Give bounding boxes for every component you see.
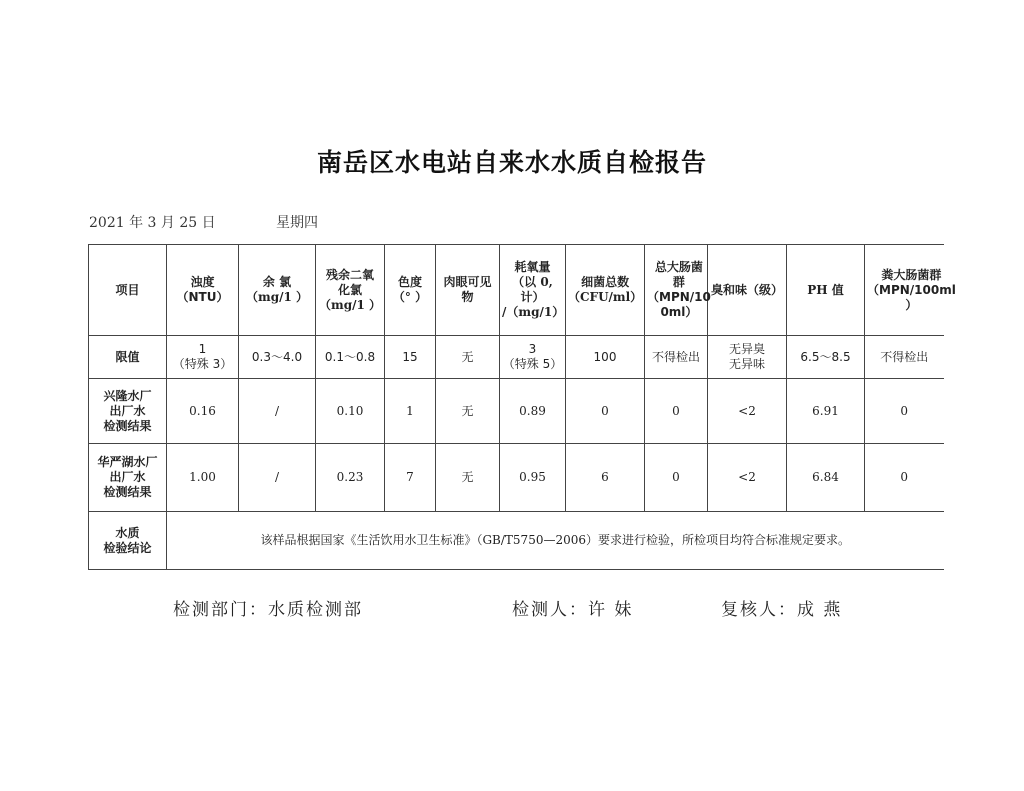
limit-cell: 3 （特殊 5） [500, 336, 566, 379]
report-title: 南岳区水电站自来水水质自检报告 [316, 148, 707, 177]
limit-cell: 无 [436, 336, 500, 379]
header-cell: 臭和味（级） [708, 245, 787, 336]
table-cell: 无 [436, 444, 500, 512]
row-label: 华严湖水厂 出厂水 检测结果 [89, 444, 167, 512]
limit-cell: 6.5～8.5 [787, 336, 865, 379]
header-cell: 细菌总数 （CFU/ml） [566, 245, 645, 336]
limit-cell: 0.1～0.8 [316, 336, 385, 379]
department-signature: 检测部门：水质检测部 [173, 600, 363, 620]
header-cell: 耗氧量 （以 0,计） /（mg/1） [500, 245, 566, 336]
conclusion-text: 该样品根据国家《生活饮用水卫生标准》（GB/T5750—2006）要求进行检验，所检项目均符合标准规定要求。 [167, 512, 944, 570]
table-cell: 7 [385, 444, 436, 512]
table-cell: 0 [645, 444, 708, 512]
header-cell: PH 值 [787, 245, 865, 336]
table-cell: / [239, 379, 316, 444]
header-cell: 肉眼可见 物 [436, 245, 500, 336]
conclusion-row [89, 512, 944, 570]
row-label: 兴隆水厂 出厂水 检测结果 [89, 379, 167, 444]
header-cell: 总大肠菌 群 （MPN/10 0ml） [645, 245, 708, 336]
limit-cell: 不得检出 [865, 336, 944, 379]
header-row [89, 245, 944, 336]
table-cell: / [239, 444, 316, 512]
report-date: 2021 年 3 月 25 日 [89, 215, 216, 231]
header-cell: 余 氯 （mg/1 ） [239, 245, 316, 336]
table-cell: 1.00 [167, 444, 239, 512]
table-cell: <2 [708, 444, 787, 512]
table-cell: 0 [645, 379, 708, 444]
table-cell: 0.16 [167, 379, 239, 444]
limit-cell: 100 [566, 336, 645, 379]
table-cell: 0 [865, 379, 944, 444]
header-cell: 项目 [89, 245, 167, 336]
limit-cell: 不得检出 [645, 336, 708, 379]
inspector-signature: 检测人：许 妹 [512, 600, 634, 620]
table-cell: 6.84 [787, 444, 865, 512]
report-weekday: 星期四 [276, 215, 318, 231]
reviewer-signature: 复核人：成 燕 [721, 600, 843, 620]
table-row [89, 444, 944, 512]
limit-cell: 无异臭 无异味 [708, 336, 787, 379]
limits-row [89, 336, 944, 379]
table-cell: 0 [865, 444, 944, 512]
conclusion-label: 水质 检验结论 [89, 512, 167, 570]
table-cell: 无 [436, 379, 500, 444]
limits-label: 限值 [89, 336, 167, 379]
table-row [89, 379, 944, 444]
table-cell: 0.10 [316, 379, 385, 444]
table-cell: 0.23 [316, 444, 385, 512]
header-cell: 残余二氧 化氯 （mg/1 ） [316, 245, 385, 336]
limit-cell: 0.3～4.0 [239, 336, 316, 379]
table-cell: <2 [708, 379, 787, 444]
header-cell: 粪大肠菌群 （MPN/100ml ） [865, 245, 944, 336]
table-cell: 1 [385, 379, 436, 444]
limit-cell: 15 [385, 336, 436, 379]
header-cell: 浊度 （NTU） [167, 245, 239, 336]
limit-cell: 1 （特殊 3） [167, 336, 239, 379]
header-cell: 色度 （° ） [385, 245, 436, 336]
water-quality-table [88, 244, 956, 570]
table-cell: 0 [566, 379, 645, 444]
table-cell: 6 [566, 444, 645, 512]
table-cell: 6.91 [787, 379, 865, 444]
table-cell: 0.95 [500, 444, 566, 512]
table-cell: 0.89 [500, 379, 566, 444]
